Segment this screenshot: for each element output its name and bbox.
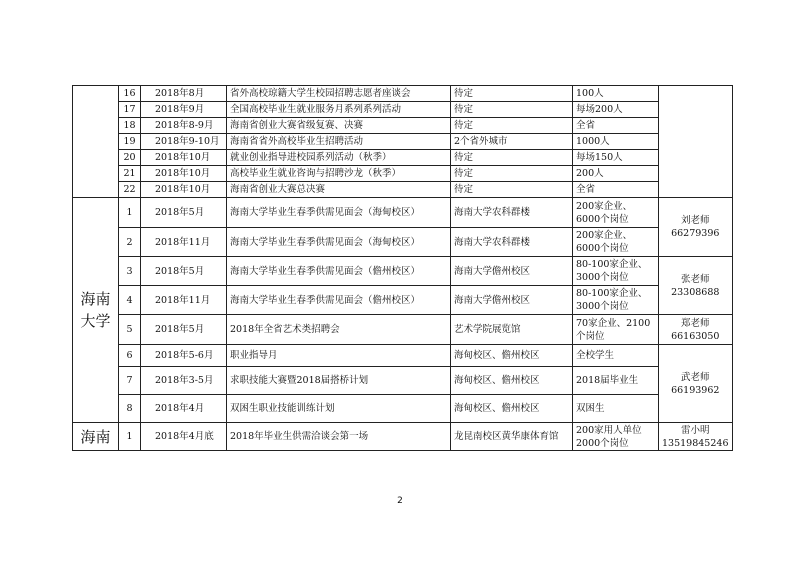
row-event: 全国高校毕业生就业服务月系列系列活动 bbox=[227, 102, 451, 118]
contact-phone: 66163050 bbox=[671, 330, 720, 342]
row-scale: 80-100家企业、3000个岗位 bbox=[573, 286, 659, 315]
row-event: 职业指导月 bbox=[227, 345, 451, 367]
contact-cell bbox=[659, 198, 733, 257]
row-date: 2018年10月 bbox=[141, 150, 227, 166]
row-location: 海南大学儋州校区 bbox=[451, 257, 573, 286]
table-body bbox=[73, 86, 733, 451]
table-row bbox=[73, 182, 733, 198]
row-scale: 每场150人 bbox=[573, 150, 659, 166]
row-location: 海南大学儋州校区 bbox=[451, 286, 573, 315]
table-row bbox=[73, 367, 733, 395]
row-event: 海南省创业大赛省级复赛、决赛 bbox=[227, 118, 451, 134]
row-event: 海南大学毕业生春季供需见面会（海甸校区） bbox=[227, 228, 451, 257]
row-event: 海南大学毕业生春季供需见面会（海甸校区） bbox=[227, 198, 451, 228]
table-row bbox=[73, 228, 733, 257]
unit-cell-continued bbox=[73, 86, 119, 198]
row-location: 待定 bbox=[451, 150, 573, 166]
row-scale: 200家企业、6000个岗位 bbox=[573, 228, 659, 257]
row-number: 3 bbox=[119, 257, 141, 286]
row-event: 2018年毕业生供需洽谈会第一场 bbox=[227, 423, 451, 451]
row-location: 待定 bbox=[451, 166, 573, 182]
table-row bbox=[73, 118, 733, 134]
row-number: 4 bbox=[119, 286, 141, 315]
row-location: 海甸校区、儋州校区 bbox=[451, 367, 573, 395]
row-date: 2018年4月 bbox=[141, 395, 227, 423]
row-scale: 200家用人单位2000个岗位 bbox=[573, 423, 659, 451]
row-date: 2018年5月 bbox=[141, 315, 227, 345]
row-event: 求职技能大赛暨2018届搭桥计划 bbox=[227, 367, 451, 395]
contact-name: 雷小明 bbox=[680, 424, 710, 436]
row-location: 艺术学院展览馆 bbox=[451, 315, 573, 345]
row-number: 1 bbox=[119, 423, 141, 451]
row-scale: 每场200人 bbox=[573, 102, 659, 118]
row-number: 19 bbox=[119, 134, 141, 150]
table-row bbox=[73, 102, 733, 118]
unit-cell: 海南大学 bbox=[73, 198, 119, 423]
row-number: 2 bbox=[119, 228, 141, 257]
row-location: 龙昆南校区黄华康体育馆 bbox=[451, 423, 573, 451]
activity-schedule-table bbox=[72, 85, 733, 451]
row-number: 5 bbox=[119, 315, 141, 345]
row-event: 省外高校琼籍大学生校园招聘志愿者座谈会 bbox=[227, 86, 451, 102]
table-row bbox=[73, 395, 733, 423]
row-date: 2018年5月 bbox=[141, 198, 227, 228]
row-scale: 80-100家企业、3000个岗位 bbox=[573, 257, 659, 286]
row-date: 2018年11月 bbox=[141, 228, 227, 257]
row-scale: 200人 bbox=[573, 166, 659, 182]
row-number: 6 bbox=[119, 345, 141, 367]
row-event: 海南大学毕业生春季供需见面会（儋州校区） bbox=[227, 286, 451, 315]
table-row bbox=[73, 257, 733, 286]
row-scale: 100人 bbox=[573, 86, 659, 102]
table-row bbox=[73, 150, 733, 166]
row-scale: 双困生 bbox=[573, 395, 659, 423]
row-location: 待定 bbox=[451, 86, 573, 102]
table-row bbox=[73, 423, 733, 451]
row-date: 2018年11月 bbox=[141, 286, 227, 315]
table-row bbox=[73, 345, 733, 367]
unit-cell: 海南 bbox=[73, 423, 119, 451]
row-location: 海南大学农科群楼 bbox=[451, 198, 573, 228]
contact-cell-continued bbox=[659, 86, 733, 198]
row-event: 海南省省外高校毕业生招聘活动 bbox=[227, 134, 451, 150]
row-date: 2018年3-5月 bbox=[141, 367, 227, 395]
row-scale: 200家企业、6000个岗位 bbox=[573, 198, 659, 228]
row-date: 2018年10月 bbox=[141, 166, 227, 182]
row-scale: 全省 bbox=[573, 118, 659, 134]
row-date: 2018年9-10月 bbox=[141, 134, 227, 150]
row-date: 2018年10月 bbox=[141, 182, 227, 198]
contact-name: 武老师 bbox=[680, 371, 710, 383]
row-scale: 全校学生 bbox=[573, 345, 659, 367]
row-date: 2018年5月 bbox=[141, 257, 227, 286]
row-number: 1 bbox=[119, 198, 141, 228]
table-row bbox=[73, 86, 733, 102]
row-event: 双困生职业技能训练计划 bbox=[227, 395, 451, 423]
row-event: 海南大学毕业生春季供需见面会（儋州校区） bbox=[227, 257, 451, 286]
contact-cell bbox=[659, 315, 733, 345]
row-scale: 全省 bbox=[573, 182, 659, 198]
row-date: 2018年8月 bbox=[141, 86, 227, 102]
contact-phone: 13519845246 bbox=[662, 437, 729, 449]
row-number: 7 bbox=[119, 367, 141, 395]
row-number: 18 bbox=[119, 118, 141, 134]
row-date: 2018年9月 bbox=[141, 102, 227, 118]
row-location: 待定 bbox=[451, 118, 573, 134]
row-date: 2018年5-6月 bbox=[141, 345, 227, 367]
contact-name: 刘老师 bbox=[680, 215, 710, 226]
contact-name: 张老师 bbox=[680, 273, 710, 285]
row-event: 就业创业指导进校园系列活动（秋季） bbox=[227, 150, 451, 166]
row-scale: 70家企业、2100个岗位 bbox=[573, 315, 659, 345]
row-number: 20 bbox=[119, 150, 141, 166]
contact-cell bbox=[659, 423, 733, 451]
row-location: 待定 bbox=[451, 102, 573, 118]
contact-cell bbox=[659, 345, 733, 423]
row-location: 待定 bbox=[451, 182, 573, 198]
contact-phone: 66193962 bbox=[671, 384, 720, 396]
row-number: 22 bbox=[119, 182, 141, 198]
table-row bbox=[73, 166, 733, 182]
table-row bbox=[73, 134, 733, 150]
row-date: 2018年8-9月 bbox=[141, 118, 227, 134]
row-event: 海南省创业大赛总决赛 bbox=[227, 182, 451, 198]
table-row bbox=[73, 286, 733, 315]
row-location: 2个省外城市 bbox=[451, 134, 573, 150]
contact-name: 郑老师 bbox=[680, 317, 710, 329]
row-event: 高校毕业生就业咨询与招聘沙龙（秋季） bbox=[227, 166, 451, 182]
row-number: 21 bbox=[119, 166, 141, 182]
row-location: 海甸校区、儋州校区 bbox=[451, 395, 573, 423]
contact-phone: 66279396 bbox=[671, 228, 720, 239]
row-number: 8 bbox=[119, 395, 141, 423]
contact-cell bbox=[659, 257, 733, 315]
row-scale: 2018届毕业生 bbox=[573, 367, 659, 395]
page-number: 2 bbox=[397, 496, 403, 506]
table-row bbox=[73, 198, 733, 228]
contact-phone: 23308688 bbox=[671, 286, 720, 298]
table-row bbox=[73, 315, 733, 345]
row-scale: 1000人 bbox=[573, 134, 659, 150]
row-number: 17 bbox=[119, 102, 141, 118]
row-date: 2018年4月底 bbox=[141, 423, 227, 451]
row-number: 16 bbox=[119, 86, 141, 102]
row-location: 海甸校区、儋州校区 bbox=[451, 345, 573, 367]
row-event: 2018年全省艺术类招聘会 bbox=[227, 315, 451, 345]
row-location: 海南大学农科群楼 bbox=[451, 228, 573, 257]
